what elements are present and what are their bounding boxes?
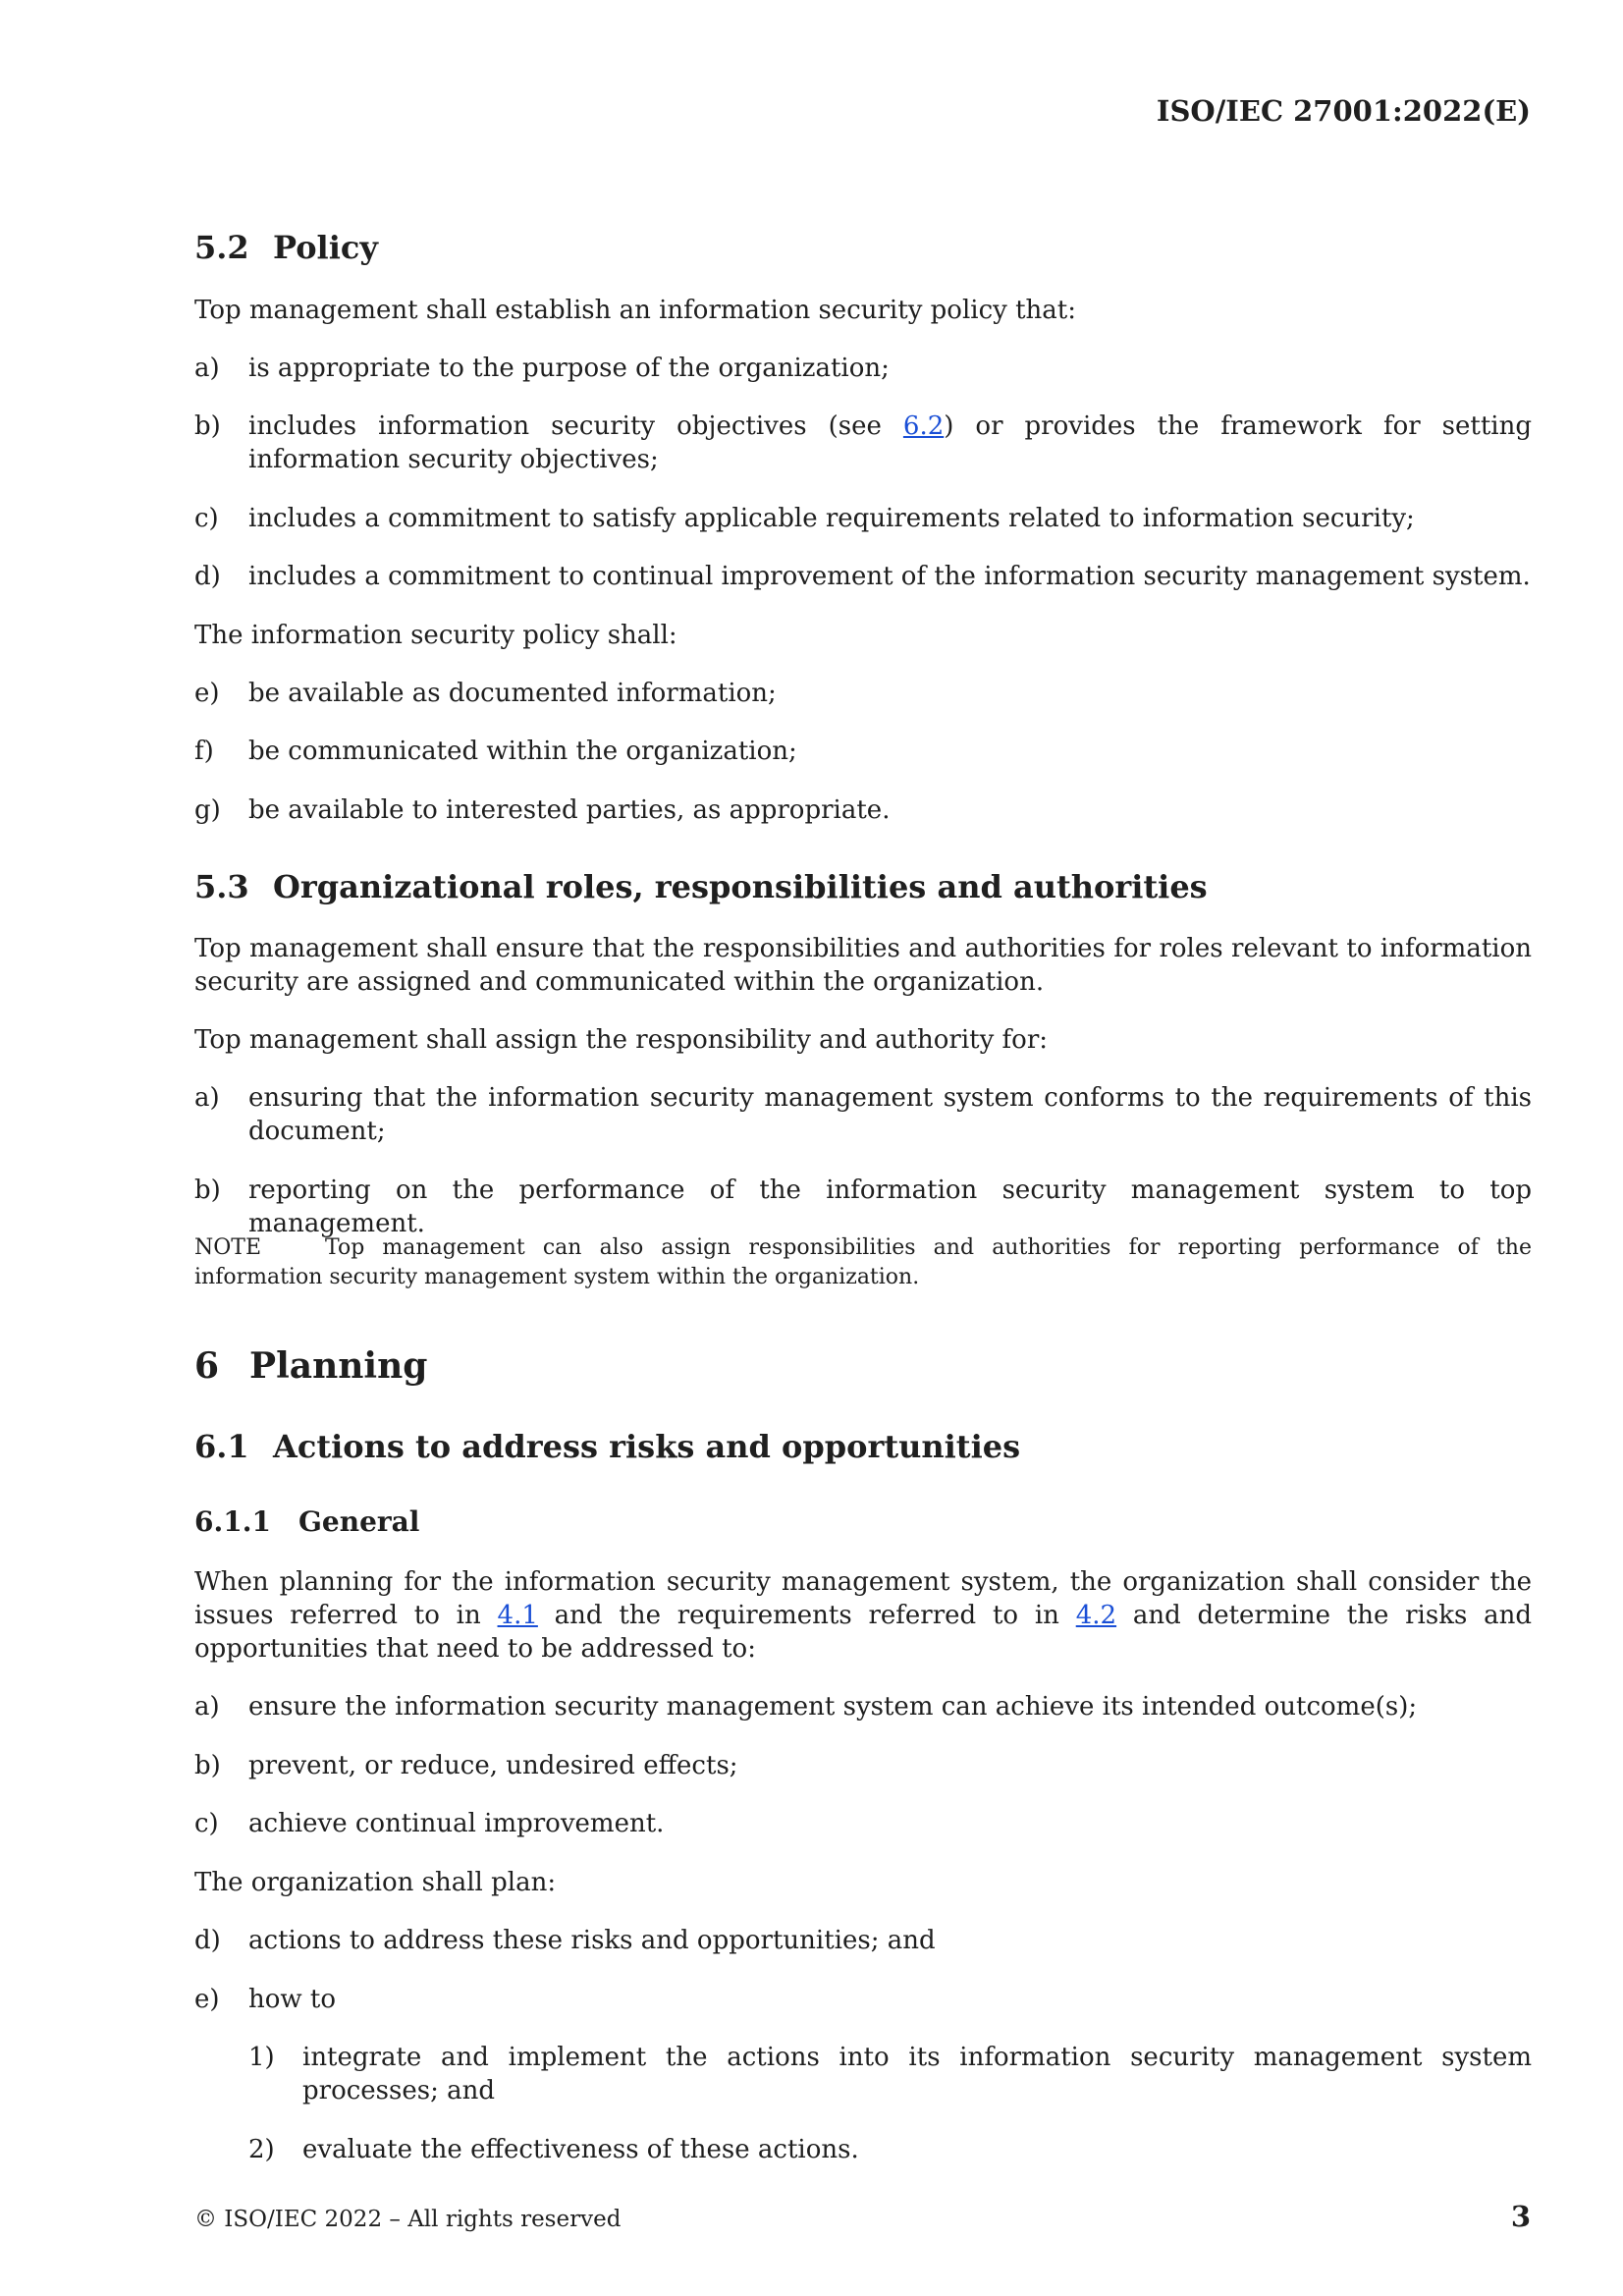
heading-number: 6 [194, 1345, 220, 1387]
list-text: includes a commitment to satisfy applicable requirements related to information security; [248, 504, 1415, 533]
clause-ref-link[interactable]: 6.2 [902, 411, 945, 441]
paragraph: Top management shall establish an information security policy that: [194, 296, 1076, 325]
clause-ref-link[interactable]: 4.1 [497, 1601, 538, 1630]
list-item [194, 1690, 1532, 1723]
heading-6-1-1 [194, 1505, 1532, 1538]
list-label: d) [194, 562, 221, 591]
list-text [248, 410, 1532, 476]
heading-5-2 [194, 229, 1532, 266]
heading-6-1 [194, 1428, 1532, 1465]
list-label: 2) [248, 2135, 275, 2164]
list-item [194, 502, 1532, 535]
sub-list-item [248, 2133, 1532, 2166]
heading-6 [194, 1345, 1532, 1387]
heading-title: Planning [249, 1345, 428, 1387]
heading-title: Organizational roles, responsibilities and authorities [273, 868, 1208, 905]
heading-number: 6.1 [194, 1428, 249, 1465]
sub-list-item [248, 2041, 1532, 2107]
footer-copyright: © ISO/IEC 2022 – All rights reserved [194, 2207, 622, 2232]
list-item [194, 1807, 1532, 1840]
list-label: a) [194, 1692, 220, 1722]
list-text: be available to interested parties, as appropriate. [248, 795, 891, 825]
list-item [194, 677, 1532, 710]
list-label: a) [194, 1083, 220, 1113]
list-item [194, 352, 1532, 385]
list-text: achieve continual improvement. [248, 1809, 665, 1838]
clause-ref-link[interactable]: 4.2 [1075, 1601, 1117, 1630]
list-item [194, 793, 1532, 827]
list-text: prevent, or reduce, undesired effects; [248, 1751, 738, 1780]
heading-title: Actions to address risks and opportunities [273, 1428, 1021, 1465]
text-segment: ) or provides the framework for setting information security objectives; [248, 411, 1532, 474]
heading-title: General [298, 1505, 420, 1538]
paragraph: Top management shall assign the responsibility and authority for: [194, 1025, 1049, 1055]
paragraph: Top management shall ensure that the responsibilities and authorities for roles relevant to information security are assigned and communicated within the organization. [194, 934, 1532, 997]
heading-number: 5.2 [194, 229, 249, 266]
list-text: includes a commitment to continual improvement of the information security management system. [248, 562, 1531, 591]
heading-number: 5.3 [194, 868, 249, 905]
document-id-header: ISO/IEC 27001:2022(E) [1156, 94, 1531, 128]
list-label: g) [194, 795, 221, 825]
list-label: b) [194, 411, 221, 441]
page-number: 3 [1510, 2200, 1531, 2233]
list-text: ensuring that the information security management system conforms to the requirements of this document; [248, 1083, 1532, 1146]
list-text: be communicated within the organization; [248, 737, 797, 766]
list-label: b) [194, 1175, 221, 1205]
text-segment: includes information security objectives (see [248, 411, 903, 441]
list-label: f) [194, 737, 214, 766]
list-item [194, 735, 1532, 768]
paragraph [194, 1565, 1532, 1666]
list-label: e) [194, 679, 220, 708]
list-text: is appropriate to the purpose of the organization; [248, 354, 890, 383]
list-item [194, 410, 1532, 476]
list-item [194, 1174, 1532, 1240]
list-label: e) [194, 1985, 220, 2014]
text-segment: and determine the risks and opportunities that need to be addressed to: [194, 1601, 1532, 1664]
list-text: actions to address these risks and opportunities; and [248, 1926, 936, 1955]
text-segment: and the requirements referred to in [537, 1601, 1076, 1630]
heading-5-3 [194, 868, 1532, 905]
paragraph: The information security policy shall: [194, 621, 677, 650]
list-label: c) [194, 1809, 219, 1838]
list-label: 1) [248, 2043, 275, 2072]
list-label: b) [194, 1751, 221, 1780]
list-item [194, 1983, 1532, 2016]
list-item [194, 560, 1532, 593]
list-label: a) [194, 354, 220, 383]
list-text: ensure the information security management system can achieve its intended outcome(s); [248, 1692, 1418, 1722]
heading-title: Policy [273, 229, 378, 266]
text-segment: When planning for the information security management system, the organization shall consider the issues referred to in [194, 1567, 1532, 1630]
list-item [194, 1081, 1532, 1148]
note-label: NOTE [194, 1235, 262, 1260]
paragraph: The organization shall plan: [194, 1868, 557, 1897]
list-item [194, 1749, 1532, 1782]
list-label: d) [194, 1926, 221, 1955]
list-text: be available as documented information; [248, 679, 777, 708]
list-text: evaluate the effectiveness of these actions. [302, 2135, 859, 2164]
note [194, 1233, 1532, 1292]
heading-number: 6.1.1 [194, 1505, 271, 1538]
list-item [194, 1924, 1532, 1957]
list-text: integrate and implement the actions into its information security management system processes; and [302, 2043, 1532, 2105]
note-text: Top management can also assign responsibilities and authorities for reporting performance of the information security management system within the organization. [194, 1235, 1532, 1289]
list-text: how to [248, 1985, 337, 2014]
list-text: reporting on the performance of the information security management system to top management. [248, 1175, 1532, 1238]
list-label: c) [194, 504, 219, 533]
